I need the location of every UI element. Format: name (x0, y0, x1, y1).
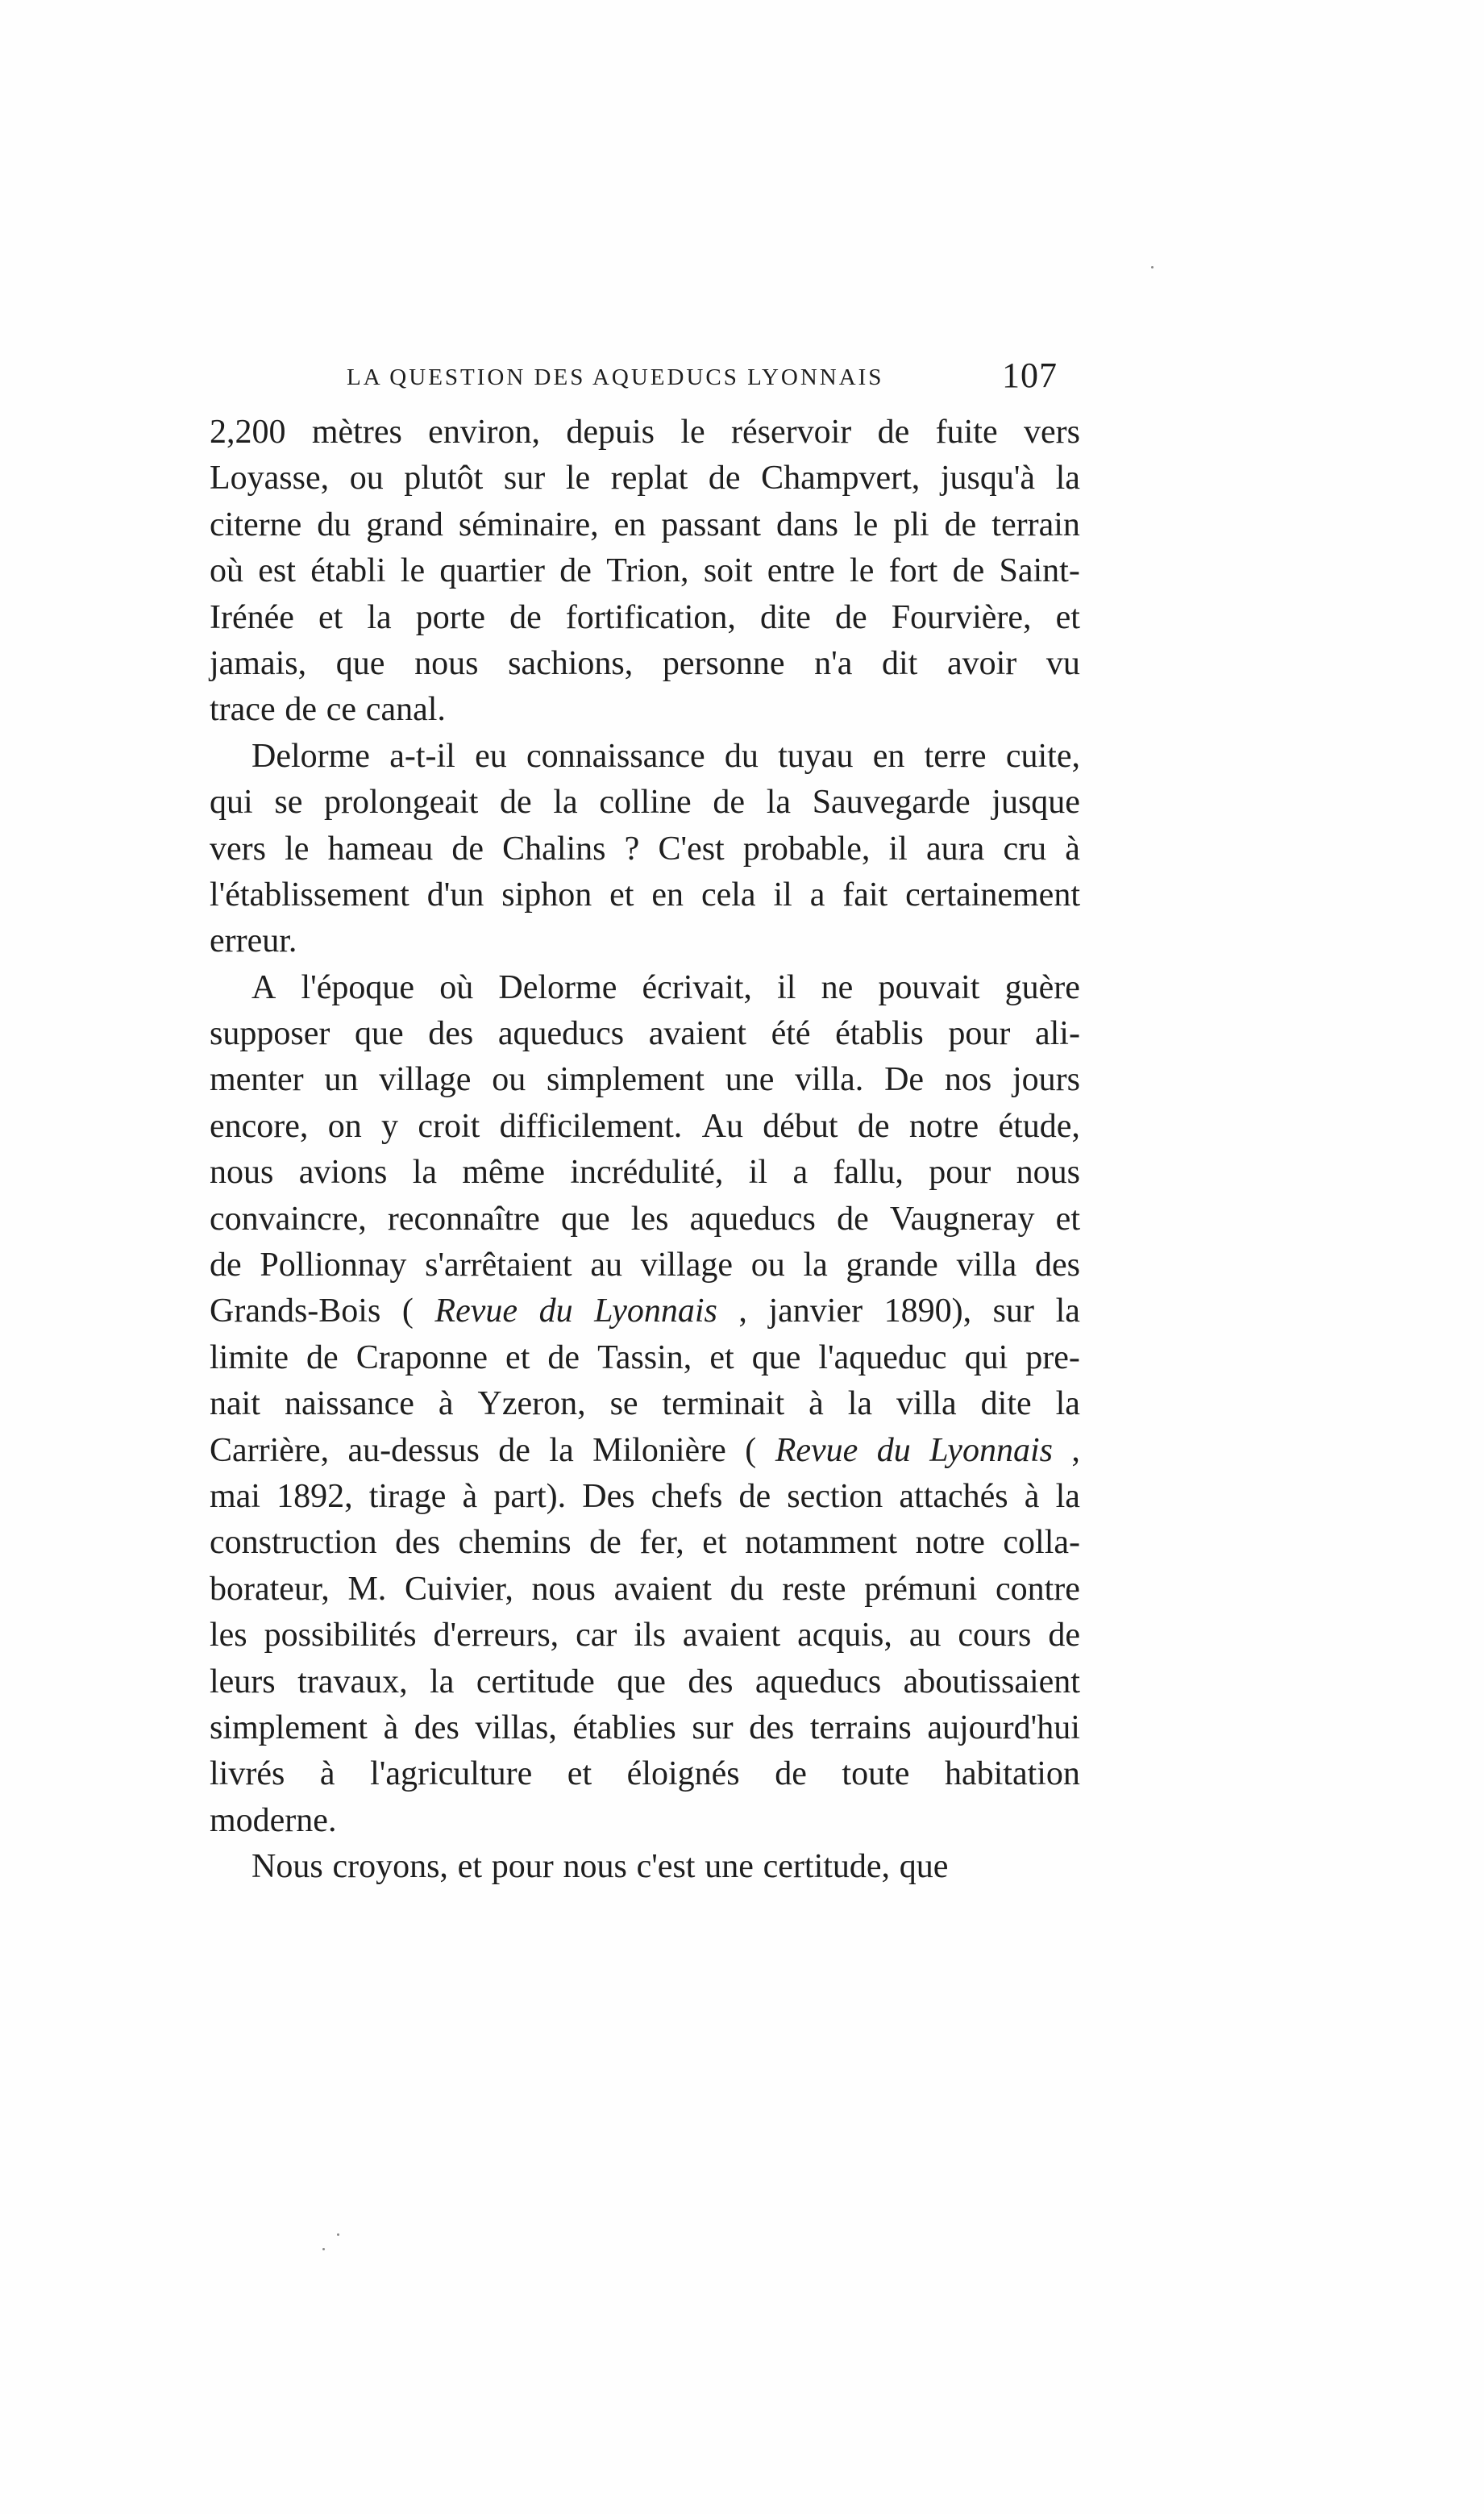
paragraph (210, 734, 1080, 965)
text-line: menter un village ou simplement une villa. De nos jours (210, 1061, 1080, 1099)
text-line: Grands-Bois ( Revue du Lyonnais , janvier 1890), sur la (210, 1292, 1080, 1330)
text-line: construction des chemins de fer, et notamment notre colla- (210, 1524, 1080, 1562)
text-line: Nous croyons, et pour nous c'est une certitude, que (251, 1848, 949, 1886)
text-line: nait naissance à Yzeron, se terminait à la villa dite la (210, 1385, 1080, 1423)
text-line: supposer que des aqueducs avaient été établis pour ali- (210, 1015, 1080, 1053)
paragraph (210, 410, 1080, 734)
text-line: vers le hameau de Chalins ? C'est probable, il aura cru à (210, 830, 1080, 868)
body-text (210, 410, 1080, 1891)
text-line: limite de Craponne et de Tassin, et que l'aqueduc qui pre- (210, 1338, 1080, 1376)
paper-speck (322, 2248, 325, 2250)
text-line: Irénée et la porte de fortification, dite de Fourvière, et (210, 598, 1080, 636)
text-line: A l'époque où Delorme écrivait, il ne pouvait guère (251, 968, 1080, 1006)
text-line: encore, on y croit difficilement. Au début de notre étude, (210, 1107, 1080, 1145)
text-line: leurs travaux, la certitude que des aqueducs aboutissaient (210, 1663, 1080, 1700)
paper-speck (1151, 266, 1154, 268)
text-line: les possibilités d'erreurs, car ils avaient acquis, au cours de (210, 1617, 1080, 1654)
text-line: où est établi le quartier de Trion, soit entre le fort de Saint- (210, 552, 1080, 590)
text-line: moderne. (210, 1801, 337, 1839)
running-title: LA QUESTION DES AQUEDUCS LYONNAIS (347, 364, 884, 390)
text-line: 2,200 mètres environ, depuis le réservoir de fuite vers (210, 414, 1080, 451)
paragraph (210, 1844, 1080, 1890)
text-line: Carrière, au-dessus de la Milonière ( Revue du Lyonnais , (210, 1431, 1080, 1469)
text-line: trace de ce canal. (210, 691, 446, 729)
text-line: citerne du grand séminaire, en passant dans le pli de terrain (210, 506, 1080, 543)
text-line: livrés à l'agriculture et éloignés de toute habitation (210, 1755, 1080, 1793)
text-line: borateur, M. Cuivier, nous avaient du reste prémuni contre (210, 1570, 1080, 1608)
text-line: l'établissement d'un siphon et en cela il a fait certainement (210, 876, 1080, 914)
page-number: 107 (1002, 356, 1058, 395)
text-line: de Pollionnay s'arrêtaient au village ou la grande villa des (210, 1247, 1080, 1284)
text-line: Delorme a-t-il eu connaissance du tuyau en terre cuite, (251, 737, 1080, 775)
paper-speck (337, 2233, 339, 2236)
text-line: qui se prolongeait de la colline de la Sauvegarde jusque (210, 784, 1080, 822)
text-line: simplement à des villas, établies sur des terrains aujourd'hui (210, 1709, 1080, 1746)
text-line: erreur. (210, 922, 297, 960)
text-line: nous avions la même incrédulité, il a fallu, pour nous (210, 1154, 1080, 1192)
text-line: Loyasse, ou plutôt sur le replat de Champvert, jusqu'à la (210, 460, 1080, 497)
text-line: convaincre, reconnaître que les aqueducs de Vaugneray et (210, 1200, 1080, 1238)
text-line: jamais, que nous sachions, personne n'a dit avoir vu (210, 644, 1080, 682)
running-header (210, 355, 1080, 403)
text-line: mai 1892, tirage à part). Des chefs de section attachés à la (210, 1477, 1080, 1515)
paragraph (210, 965, 1080, 1844)
